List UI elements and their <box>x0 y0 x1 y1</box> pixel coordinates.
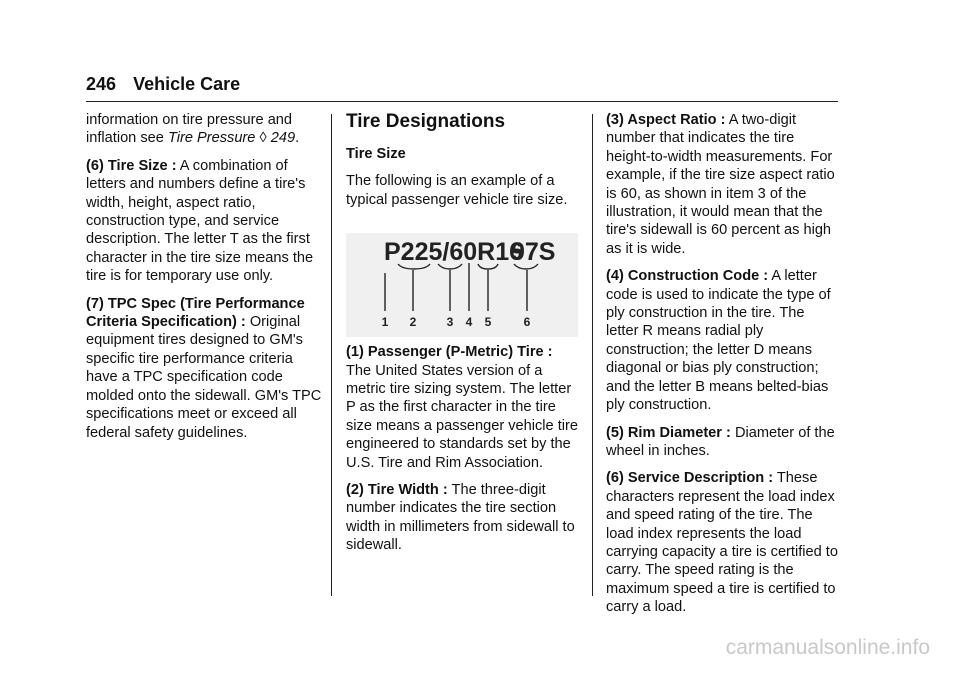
entry-text: A combination of letters and numbers define a tire's width, height, aspect ratio, construction type, and service description. The letter T as the first character in the tire size means the tire is for temporary use only. <box>86 157 314 285</box>
callout-3: 3 <box>446 315 454 330</box>
watermark: carmanualsonline.info <box>725 636 930 659</box>
page-number: 246 <box>86 74 117 94</box>
tpc-spec-entry <box>86 295 322 442</box>
callout-5: 5 <box>484 315 492 330</box>
entry-label: (6) Service Description : <box>606 470 774 487</box>
column-1 <box>86 111 322 451</box>
intro-paragraph: The following is an example of a typical passenger vehicle tire size. <box>346 173 568 208</box>
column-3 <box>606 111 840 626</box>
tire-size-illustration <box>346 233 578 337</box>
intro-paragraph: information on tire pressure and inflation see Tire Pressure ◊ 249. <box>86 112 300 147</box>
page-ref-icon: ◊ <box>259 130 267 147</box>
intro-text: information on tire pressure and inflation see <box>86 112 293 147</box>
service-code: 97S <box>511 238 556 267</box>
page-section-title: Vehicle Care <box>133 74 241 94</box>
callout-1: 1 <box>381 315 389 330</box>
column-2 <box>346 111 580 564</box>
rim-diameter-entry <box>606 424 840 461</box>
entry-label: (5) Rim Diameter : <box>606 424 731 441</box>
tire-size-code: P225/60R16 <box>384 238 524 267</box>
entry-label: (7) TPC Spec (Tire Performance Criteria Specification) : <box>86 295 305 331</box>
header-rule <box>86 101 838 102</box>
entry-label: (3) Aspect Ratio : <box>606 112 726 128</box>
callout-4: 4 <box>465 315 473 330</box>
callout-2: 2 <box>409 315 417 330</box>
entry-text: These characters represent the load index and speed rating of the tire. The load index represents the load carrying capacity a tire is certified to carry. The speed rating is the maximum speed a tire is certified to carry a load. <box>606 470 838 616</box>
aspect-ratio-entry <box>606 111 840 258</box>
entry-label: (4) Construction Code : <box>606 268 769 285</box>
tire-size-entry <box>86 157 322 286</box>
sub-title: Tire Size <box>346 146 406 162</box>
column-divider-left <box>331 114 332 596</box>
entry-text: The three-digit number indicates the tire section width in millimeters from sidewall to sidewall. <box>346 482 575 554</box>
entry-text: A letter code is used to indicate the type of ply construction in the tire. The letter R means radial ply construction; the letter D means diagonal or bias ply construction; and the letter B means belted-bias ply construction. <box>606 268 831 414</box>
passenger-tire-entry <box>346 343 580 472</box>
entry-label: (2) Tire Width : <box>346 482 448 499</box>
tire-width-entry <box>346 481 580 555</box>
construction-code-entry <box>606 267 840 414</box>
entry-text: Diameter of the wheel in inches. <box>606 424 835 459</box>
entry-label: (1) Passenger (P-Metric) Tire : <box>346 344 553 361</box>
tire-pressure-link[interactable]: Tire Pressure <box>167 130 256 147</box>
section-title: Tire Designations <box>346 111 506 132</box>
entry-text: A two-digit number that indicates the tire height-to-width measurements. For example, if the tire size aspect ratio is 60, as shown in item 3 of the illustration, it would mean that the tire's sidewall is 60 percent as high as it is wide. <box>606 112 835 257</box>
page-header <box>86 74 240 95</box>
page-ref-number[interactable]: 249 <box>270 130 296 147</box>
entry-label: (6) Tire Size : <box>86 157 177 174</box>
entry-text: The United States version of a metric tire sizing system. The letter P as the first character in the tire size means a passenger vehicle tire engineered to standards set by the U.S. Tire and Rim Association. <box>346 362 578 471</box>
service-description-entry <box>606 469 840 616</box>
column-divider-right <box>592 114 593 596</box>
entry-text: Original equipment tires designed to GM's specific tire performance criteria have a TPC specification code molded onto the sidewall. GM's TPC specifications meet or exceed all federal safety guidelines. <box>86 314 322 441</box>
callout-6: 6 <box>523 315 531 330</box>
